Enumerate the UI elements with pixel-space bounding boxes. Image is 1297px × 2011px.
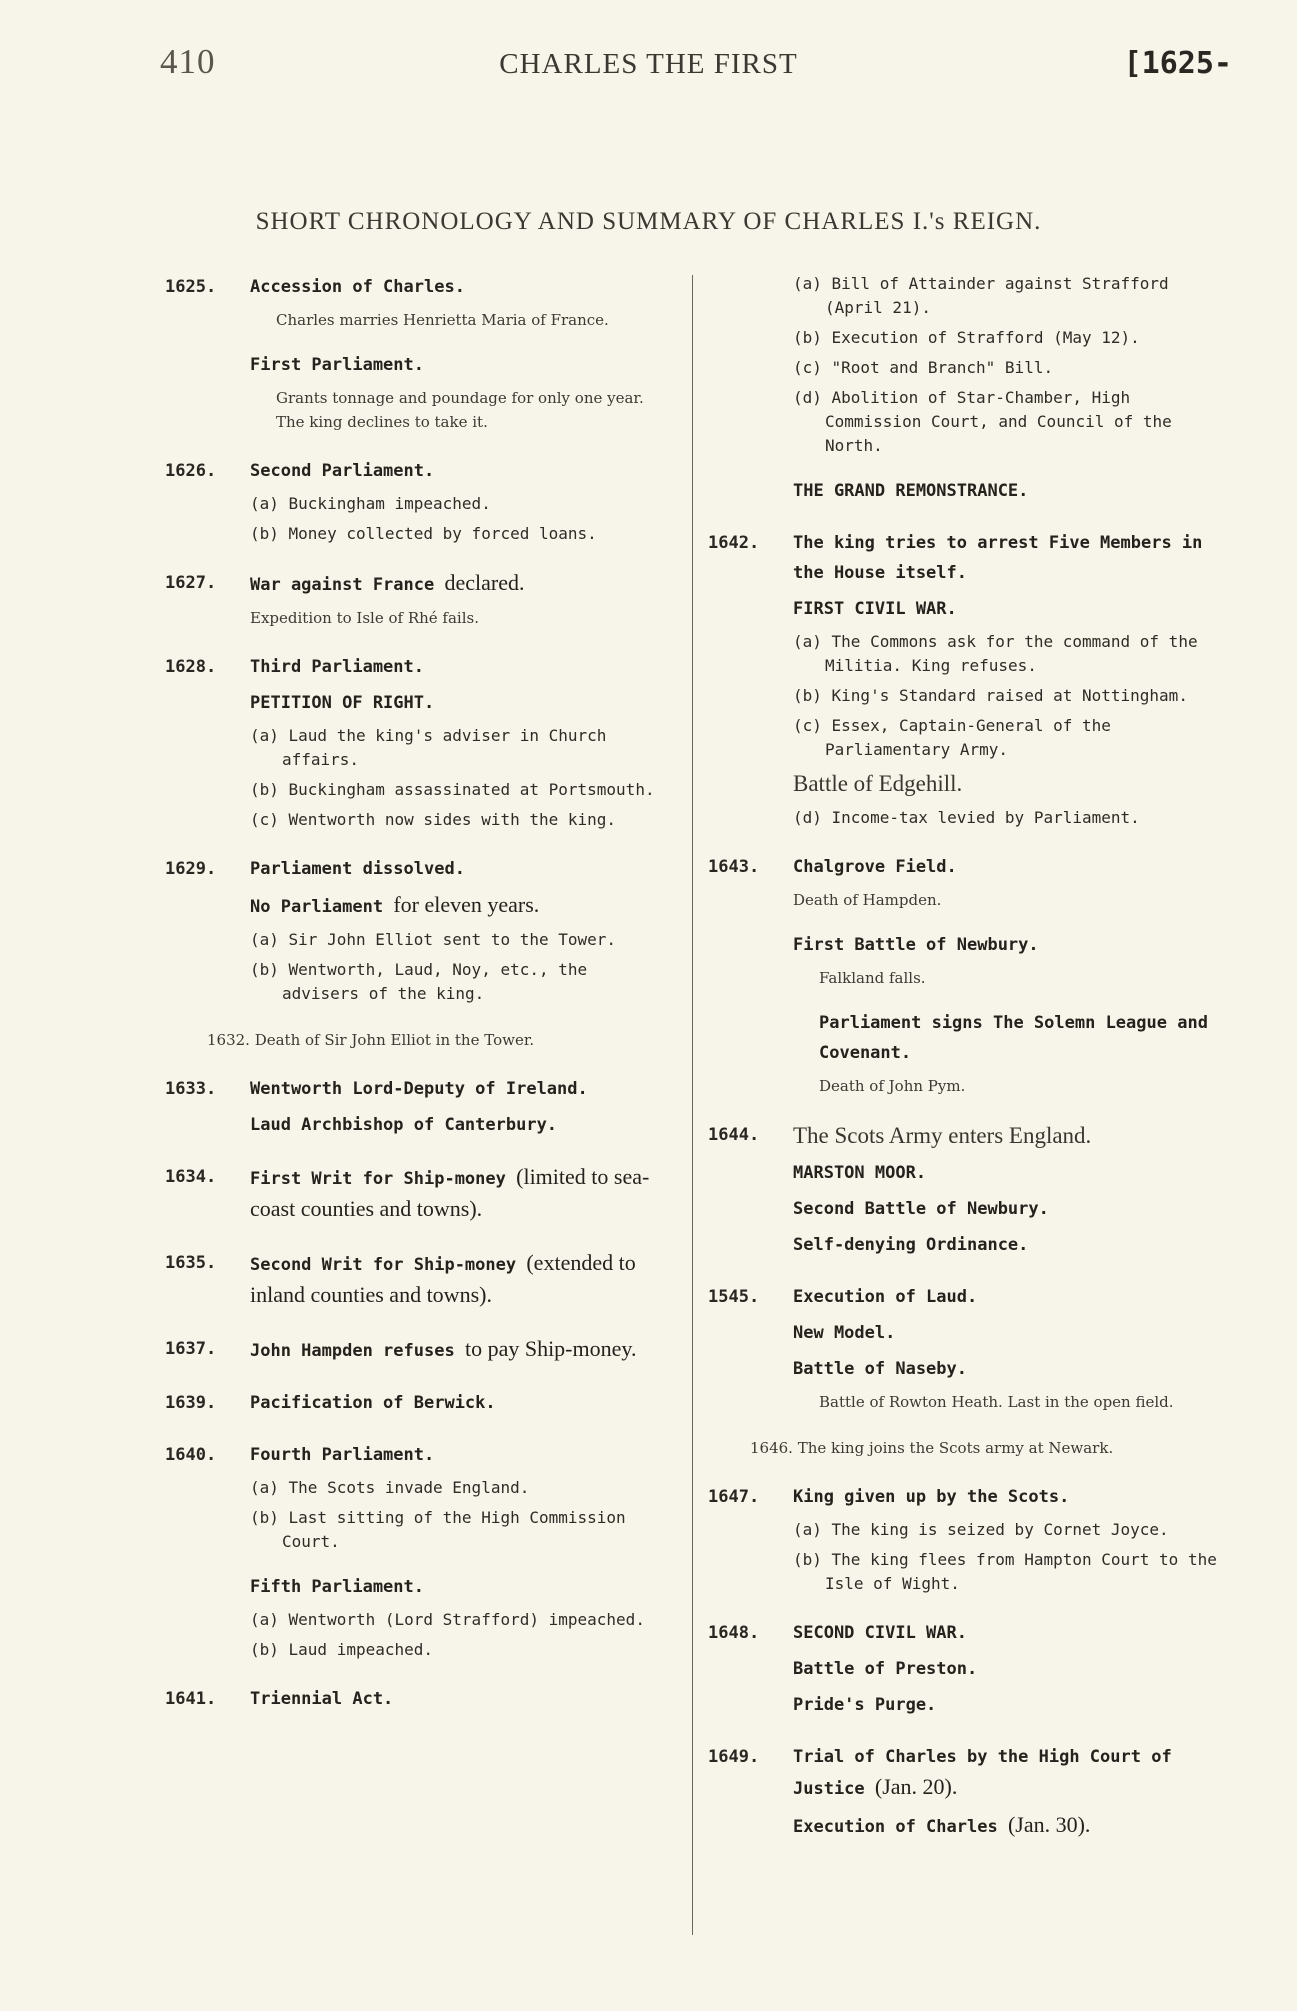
entry-1646: 1646. The king joins the Scots army at Newark. — [750, 1439, 1114, 1457]
entry-1643 — [708, 852, 1228, 1098]
list-item: (b) Execution of Strafford (May 12). — [793, 328, 1140, 347]
year-label: 1634. — [165, 1167, 217, 1187]
column-divider — [692, 275, 693, 1935]
note: Charles marries Henrietta Maria of France. — [276, 311, 609, 329]
list-item: (c) Wentworth now sides with the king. — [250, 810, 617, 829]
entry-1632: 1632. Death of Sir John Elliot in the Tower. — [207, 1031, 535, 1049]
right-column — [708, 272, 1228, 1864]
year-label: 1628. — [165, 657, 217, 677]
heading: PETITION OF RIGHT. — [250, 693, 435, 713]
year-label: 1629. — [165, 859, 217, 879]
heading: New Model. — [793, 1323, 896, 1343]
entry-1628 — [165, 652, 673, 832]
heading: The Scots Army enters England. — [793, 1123, 1092, 1148]
note: Death of John Pym. — [819, 1077, 966, 1095]
heading: Fifth Parliament. — [250, 1577, 424, 1597]
heading: Parliament dissolved. — [250, 859, 465, 879]
list-item: (a) Bill of Attainder against Strafford (April 21). — [793, 274, 1169, 317]
heading: SECOND CIVIL WAR. — [793, 1623, 967, 1643]
year-label: 1648. — [708, 1623, 760, 1643]
heading: Third Parliament. — [250, 657, 424, 677]
entry-1641-continued — [708, 272, 1228, 506]
entry-1626 — [165, 456, 673, 546]
list-item: (a) The Commons ask for the command of the Militia. King refuses. — [793, 632, 1198, 675]
year-label: 1625. — [165, 277, 217, 297]
heading-part: First Writ for Ship-money — [250, 1169, 506, 1189]
list-item: (c) "Root and Branch" Bill. — [793, 358, 1054, 377]
list-item: (c) Essex, Captain-General of the Parliamentary Army. — [793, 716, 1111, 759]
list-item: (a) Laud the king's adviser in Church affairs. — [250, 726, 607, 769]
list-item: (a) The Scots invade England. — [250, 1478, 530, 1497]
entry-1642 — [708, 528, 1228, 830]
heading: King given up by the Scots. — [793, 1487, 1070, 1507]
heading: Chalgrove Field. — [793, 857, 957, 877]
heading: Self-denying Ordinance. — [793, 1235, 1029, 1255]
entry-1644 — [708, 1120, 1228, 1260]
year-label: 1643. — [708, 857, 760, 877]
heading: The king tries to arrest Five Members in the House itself. — [793, 533, 1203, 583]
year-label: 1644. — [708, 1125, 760, 1145]
section-title: SHORT CHRONOLOGY AND SUMMARY OF CHARLES I.'s REIGN. — [255, 208, 1042, 235]
heading: Battle of Edgehill. — [793, 771, 963, 796]
heading: Fourth Parliament. — [250, 1445, 435, 1465]
running-head — [0, 42, 1297, 92]
heading: Wentworth Lord-Deputy of Ireland. — [250, 1079, 588, 1099]
heading: Battle of Preston. — [793, 1659, 978, 1679]
list-item: (d) Income-tax levied by Parliament. — [793, 808, 1140, 827]
year-label: 1640. — [165, 1445, 217, 1465]
year-label: 1627. — [165, 573, 217, 593]
heading: Battle of Naseby. — [793, 1359, 967, 1379]
heading-part: (extended to inland counties and towns). — [250, 1250, 636, 1307]
entry-1625 — [165, 272, 673, 434]
year-label: 1649. — [708, 1747, 760, 1767]
note: Grants tonnage and poundage for only one year. The king declines to take it. — [276, 389, 644, 431]
heading-part: No Parliament — [250, 897, 384, 917]
year-label: 1635. — [165, 1253, 217, 1273]
heading: Second Battle of Newbury. — [793, 1199, 1049, 1219]
heading-part: Execution of Charles — [793, 1817, 998, 1837]
list-item: (d) Abolition of Star-Chamber, High Commission Court, and Council of the North. — [793, 388, 1172, 455]
heading — [250, 890, 673, 922]
heading: Accession of Charles. — [250, 277, 465, 297]
year-label: 1545. — [708, 1287, 760, 1307]
left-column — [165, 272, 673, 1736]
list-item: (a) The king is seized by Cornet Joyce. — [793, 1520, 1169, 1539]
heading — [250, 1248, 673, 1312]
heading — [250, 568, 673, 600]
heading-part: for eleven years. — [393, 892, 540, 917]
list-item: (b) King's Standard raised at Nottingham. — [793, 686, 1188, 705]
year-label: 1626. — [165, 461, 217, 481]
running-title: CHARLES THE FIRST — [499, 48, 798, 80]
running-date: [1625- — [1123, 46, 1232, 81]
year-label: 1639. — [165, 1393, 217, 1413]
list-item: (a) Buckingham impeached. — [250, 494, 491, 513]
note: Death of Hampden. — [793, 891, 942, 909]
page-number: 410 — [160, 42, 216, 81]
note: Battle of Rowton Heath. Last in the open field. — [819, 1393, 1174, 1411]
entry-1640 — [165, 1440, 673, 1662]
entry-1629 — [165, 854, 673, 1006]
heading: Pacification of Berwick. — [250, 1393, 496, 1413]
list-item: (b) Wentworth, Laud, Noy, etc., the advisers of the king. — [250, 960, 588, 1003]
note: Expedition to Isle of Rhé fails. — [250, 609, 479, 627]
heading-part: declared. — [444, 570, 525, 595]
heading: THE GRAND REMONSTRANCE. — [793, 481, 1029, 501]
heading: Pride's Purge. — [793, 1695, 937, 1715]
heading-part: (Jan. 30). — [1007, 1812, 1091, 1837]
list-item: (b) Laud impeached. — [250, 1640, 434, 1659]
heading: Second Parliament. — [250, 461, 435, 481]
heading — [250, 1162, 673, 1226]
heading — [793, 1810, 1228, 1842]
year-label: 1637. — [165, 1339, 217, 1359]
entry-1647 — [708, 1482, 1228, 1596]
entry-1641 — [165, 1684, 673, 1714]
year-label: 1633. — [165, 1079, 217, 1099]
heading: Parliament signs The Solemn League and Covenant. — [819, 1013, 1208, 1063]
list-item: (a) Wentworth (Lord Strafford) impeached. — [250, 1610, 645, 1629]
list-item: (b) Last sitting of the High Commission Court. — [250, 1508, 626, 1551]
heading: FIRST CIVIL WAR. — [793, 599, 957, 619]
list-item: (b) Money collected by forced loans. — [250, 524, 597, 543]
heading: First Battle of Newbury. — [793, 935, 1039, 955]
list-item: (a) Sir John Elliot sent to the Tower. — [250, 930, 617, 949]
entry-1635 — [165, 1248, 673, 1312]
heading-part: Trial of Charles by the High Court of Justice — [793, 1747, 1172, 1799]
entry-1639 — [165, 1388, 673, 1418]
heading-part: War against France — [250, 575, 435, 595]
heading: First Parliament. — [250, 355, 424, 375]
heading: Laud Archbishop of Canterbury. — [250, 1115, 558, 1135]
heading: MARSTON MOOR. — [793, 1163, 927, 1183]
heading-part: (Jan. 20). — [874, 1774, 958, 1799]
heading: Triennial Act. — [250, 1689, 394, 1709]
entry-1627 — [165, 568, 673, 630]
entry-1634 — [165, 1162, 673, 1226]
heading-part: to pay Ship-money. — [464, 1336, 637, 1361]
entry-1649 — [708, 1742, 1228, 1842]
heading: Execution of Laud. — [793, 1287, 978, 1307]
list-item: (b) Buckingham assassinated at Portsmouth. — [250, 780, 655, 799]
note: Falkland falls. — [819, 969, 926, 987]
year-label: 1641. — [165, 1689, 217, 1709]
entry-1648 — [708, 1618, 1228, 1720]
year-label: 1647. — [708, 1487, 760, 1507]
entry-1637 — [165, 1334, 673, 1366]
year-label: 1642. — [708, 533, 760, 553]
heading-part: (limited to sea-coast counties and towns). — [250, 1164, 650, 1221]
list-item: (b) The king flees from Hampton Court to the Isle of Wight. — [793, 1550, 1217, 1593]
entry-1645 — [708, 1282, 1228, 1414]
heading — [793, 1742, 1228, 1804]
heading-part: Second Writ for Ship-money — [250, 1255, 517, 1275]
entry-1633 — [165, 1074, 673, 1140]
heading-part: John Hampden refuses — [250, 1341, 455, 1361]
heading — [250, 1334, 673, 1366]
